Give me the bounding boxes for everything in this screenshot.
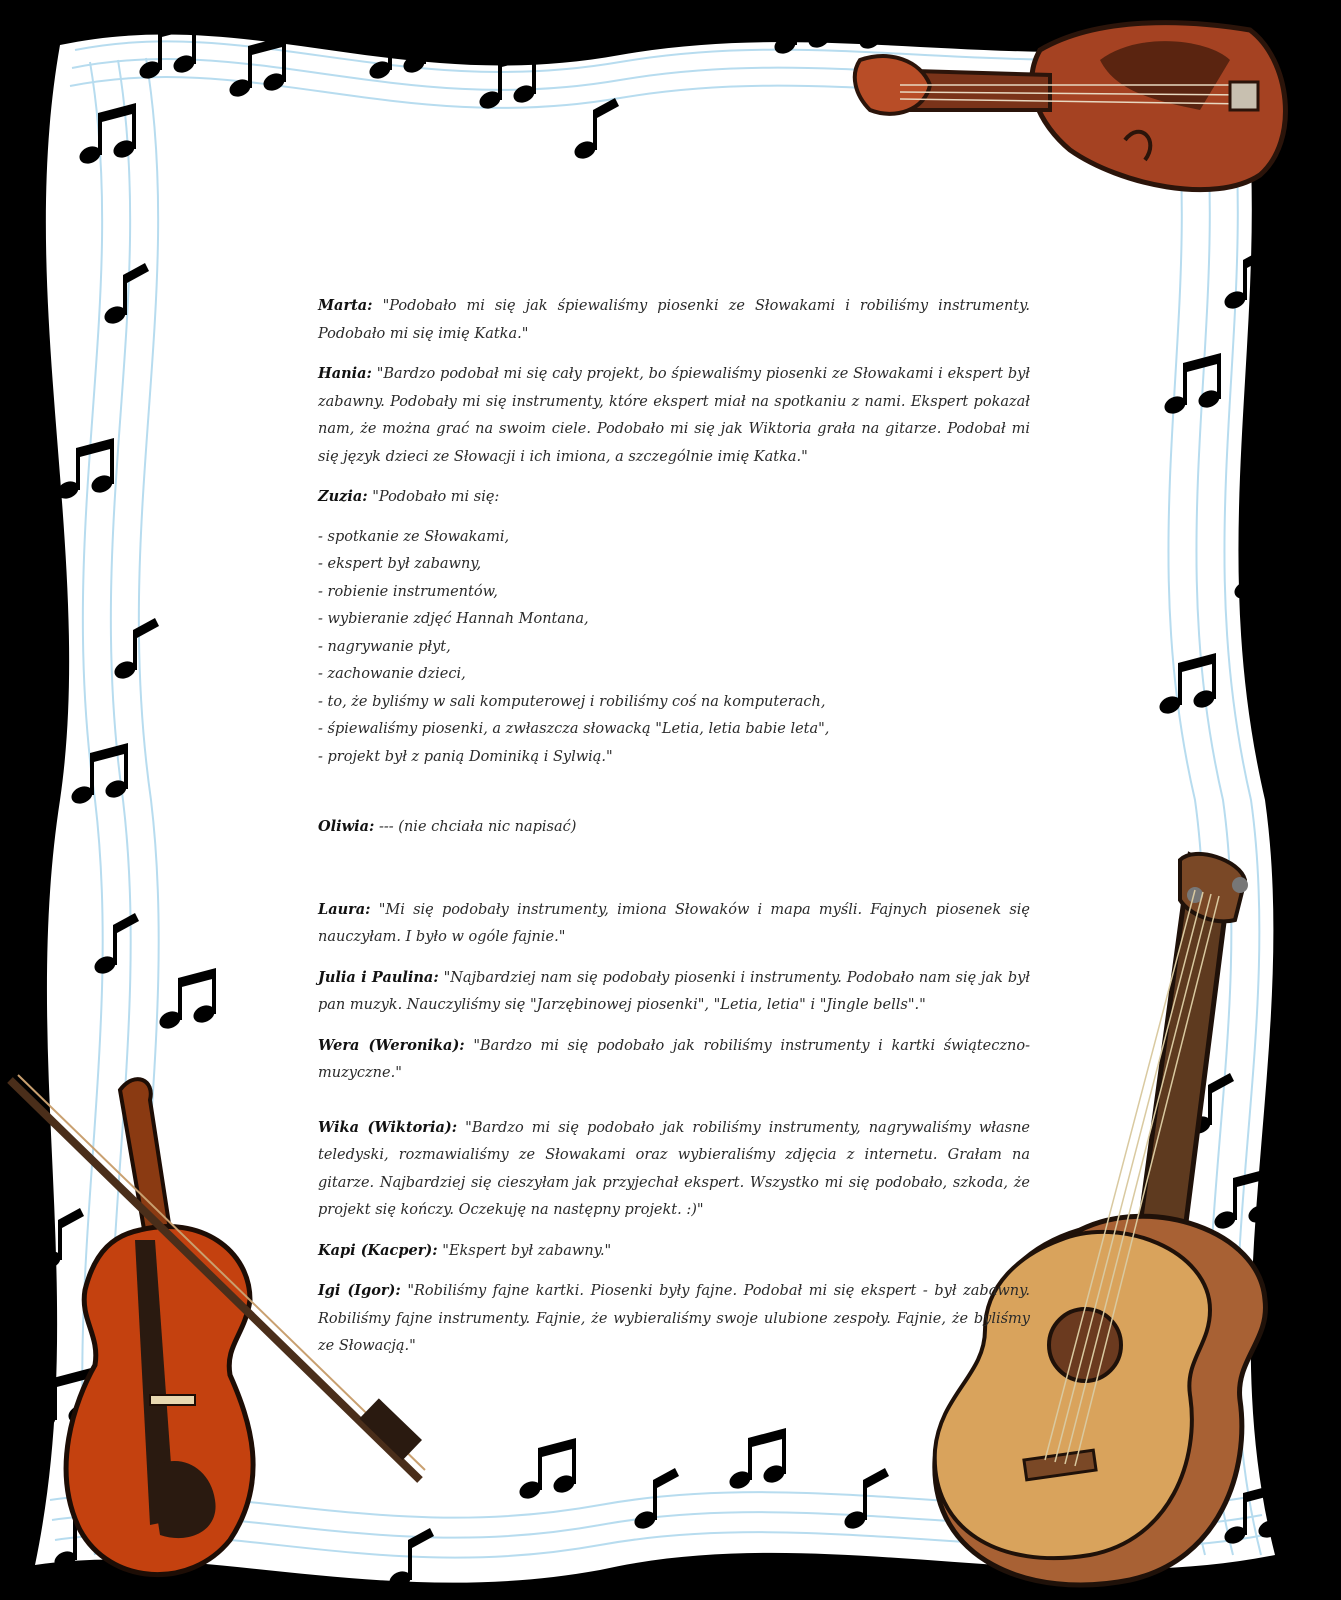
entry-text: "Podobało mi się jak śpiewaliśmy piosenki ze Słowakami i robiliśmy instrumenty. Podobało mi się imię Katka." bbox=[318, 298, 1031, 342]
author-name: Wera (Weronika): bbox=[318, 1036, 465, 1054]
list-item: - ekspert był zabawny, bbox=[318, 556, 482, 572]
zuzia-list bbox=[318, 524, 1030, 772]
feedback-text bbox=[318, 292, 1030, 1373]
list-item: - spotkanie ze Słowakami, bbox=[318, 528, 510, 545]
author-name: Igi (Igor): bbox=[318, 1282, 401, 1299]
entry-julia-paulina bbox=[318, 964, 1030, 1020]
entry-text: --- (nie chciała nic napisać) bbox=[379, 819, 577, 835]
entry-text: "Bardzo podobał mi się cały projekt, bo śpiewaliśmy piosenki ze Słowakami i ekspert był zabawny. Podobały mi się instrumenty, które ekspert miał na spotkaniu z nami. Ekspert pokazał nam, że można grać na swoim ciele. Podobało mi się jak Wiktoria grała na gitarze. Podobał mi się język dzieci ze Słowacji i ich imiona, a szczególnie imię Katka." bbox=[318, 366, 1030, 465]
entry-igi bbox=[318, 1277, 1030, 1361]
author-name: Julia i Paulina: bbox=[318, 968, 439, 986]
entry-text: "Bardzo mi się podobało jak robiliśmy instrumenty, nagrywaliśmy własne teledyski, rozmawialiśmy ze Słowakami oraz wybieraliśmy zdjęcia z internetu. Grałam na gitarze. Najbardziej się cieszyłam jak przyjechał ekspert. Wszystko mi się podobało, szkoda, że projekt się kończy. Oczekuję na następny projekt. :)" bbox=[318, 1119, 1031, 1218]
entry-text: "Robiliśmy fajne kartki. Piosenki były fajne. Podobał mi się ekspert - był zabawny. Robiliśmy fajne instrumenty. Fajnie, że wybieraliśmy swoje ulubione zespoły. Fajnie, że byliśmy ze Słowacją." bbox=[318, 1283, 1030, 1354]
list-item: - nagrywanie płyt, bbox=[318, 638, 451, 655]
entry-text: "Ekspert był zabawny." bbox=[442, 1242, 612, 1259]
author-name: Wika (Wiktoria): bbox=[318, 1118, 458, 1136]
list-item: - zachowanie dzieci, bbox=[318, 666, 466, 682]
list-item: - projekt był z panią Dominiką i Sylwią." bbox=[318, 748, 613, 765]
entry-zuzia bbox=[318, 483, 1030, 512]
entry-text: "Najbardziej nam się podobały piosenki i instrumenty. Podobało nam się jak był pan muzyk. Nauczyliśmy się "Jarzębinowej piosenki", "Letia, letia" i "Jingle bells"." bbox=[318, 969, 1030, 1013]
author-name: Zuzia: bbox=[318, 488, 368, 505]
list-item: - robienie instrumentów, bbox=[318, 583, 498, 600]
author-name: Laura: bbox=[318, 900, 371, 918]
entry-marta bbox=[318, 292, 1030, 348]
entry-hania bbox=[318, 360, 1030, 471]
author-name: Marta: bbox=[318, 297, 373, 314]
entry-text: "Mi się podobały instrumenty, imiona Słowaków i mapa myśli. Fajnych piosenek się nauczyłam. I było w ogóle fajnie." bbox=[318, 901, 1031, 945]
list-item: - śpiewaliśmy piosenki, a zwłaszcza słowacką "Letia, letia babie leta", bbox=[318, 721, 830, 737]
list-item: - wybieranie zdjęć Hannah Montana, bbox=[318, 611, 589, 627]
entry-oliwia bbox=[318, 813, 1030, 842]
author-name: Oliwia: bbox=[318, 818, 375, 835]
entry-text: "Bardzo mi się podobało jak robiliśmy instrumenty i kartki świąteczno-muzyczne." bbox=[318, 1037, 1030, 1081]
entry-kapi bbox=[318, 1237, 1030, 1266]
entry-wika bbox=[318, 1114, 1030, 1225]
entry-laura bbox=[318, 896, 1030, 952]
entry-text: "Podobało mi się: bbox=[372, 489, 500, 505]
entry-wera bbox=[318, 1032, 1030, 1088]
list-item: - to, że byliśmy w sali komputerowej i robiliśmy coś na komputerach, bbox=[318, 693, 826, 710]
author-name: Hania: bbox=[318, 365, 372, 382]
author-name: Kapi (Kacper): bbox=[318, 1241, 438, 1259]
